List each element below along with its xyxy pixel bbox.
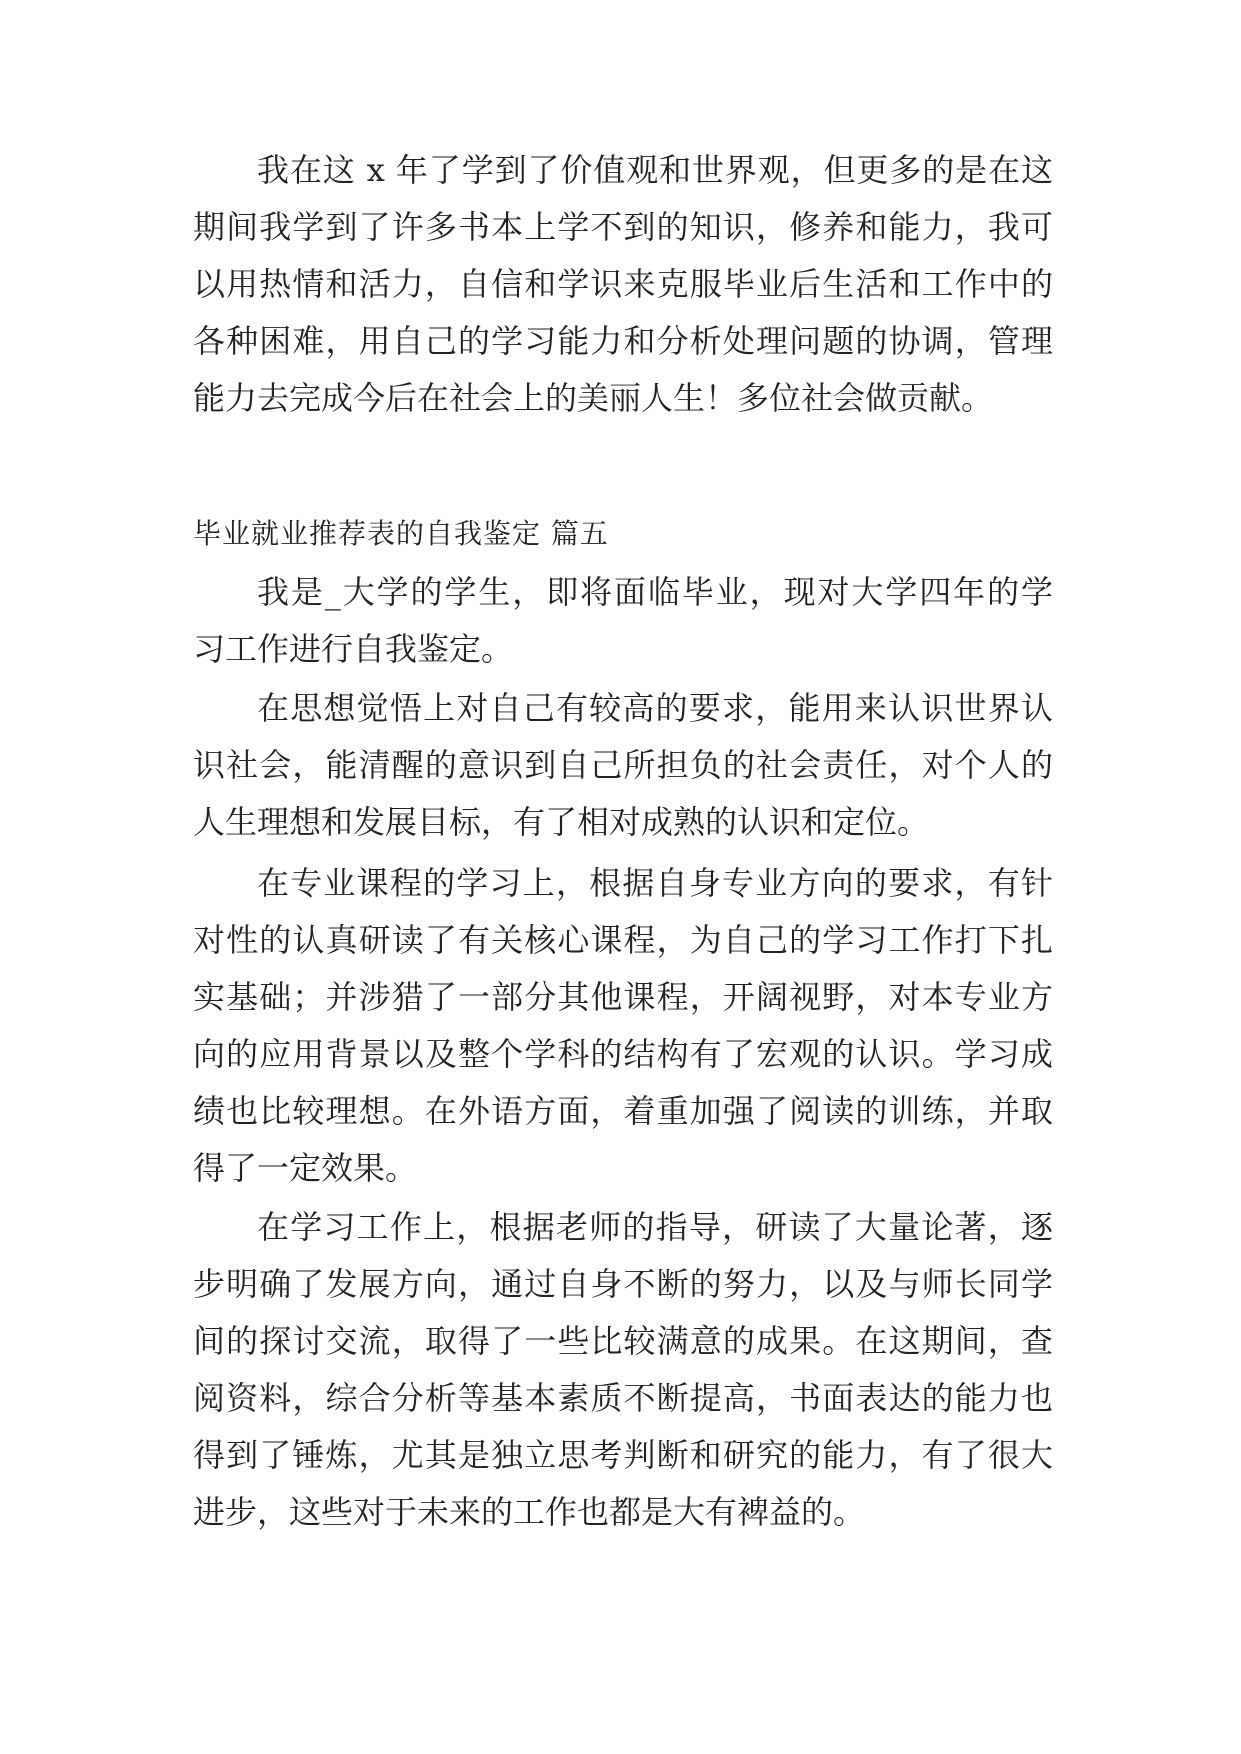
paragraph-1-line-4: 各种困难，用自己的学习能力和分析处理问题的协调，管理 xyxy=(193,322,1053,360)
paragraph-2-line-1: 我是_大学的学生，即将面临毕业，现对大学四年的学 xyxy=(257,573,1053,611)
paragraph-4-line-6: 得了一定效果。 xyxy=(193,1149,418,1187)
paragraph-4-line-4: 向的应用背景以及整个学科的结构有了宏观的认识。学习成 xyxy=(193,1035,1053,1073)
paragraph-5-line-5: 得到了锤炼，尤其是独立思考判断和研究的能力，有了很大 xyxy=(193,1436,1053,1474)
paragraph-4-line-5: 绩也比较理想。在外语方面，着重加强了阅读的训练，并取 xyxy=(193,1092,1053,1130)
paragraph-4-line-2: 对性的认真研读了有关核心课程，为自己的学习工作打下扎 xyxy=(193,921,1053,959)
paragraph-4-line-1: 在专业课程的学习上，根据自身专业方向的要求，有针 xyxy=(257,864,1053,902)
paragraph-4-line-3: 实基础；并涉猎了一部分其他课程，开阔视野，对本专业方 xyxy=(193,978,1053,1016)
paragraph-5-line-4: 阅资料，综合分析等基本素质不断提高，书面表达的能力也 xyxy=(193,1379,1053,1417)
paragraph-1-line-2: 期间我学到了许多书本上学不到的知识，修养和能力，我可 xyxy=(193,208,1053,246)
paragraph-1-line-1: 我在这 x 年了学到了价值观和世界观，但更多的是在这 xyxy=(257,151,1053,189)
paragraph-3-line-3: 人生理想和发展目标，有了相对成熟的认识和定位。 xyxy=(193,803,930,841)
paragraph-3-line-2: 识社会，能清醒的意识到自己所担负的社会责任，对个人的 xyxy=(193,746,1053,784)
paragraph-5-line-1: 在学习工作上，根据老师的指导，研读了大量论著，逐 xyxy=(257,1208,1053,1246)
paragraph-5-line-3: 间的探讨交流，取得了一些比较满意的成果。在这期间，查 xyxy=(193,1322,1053,1360)
paragraph-2-line-2: 习工作进行自我鉴定。 xyxy=(193,630,514,668)
paragraph-1-line-5: 能力去完成今后在社会上的美丽人生！多位社会做贡献。 xyxy=(193,379,994,417)
paragraph-3-line-1: 在思想觉悟上对自己有较高的要求，能用来认识世界认 xyxy=(257,689,1053,727)
paragraph-5-line-2: 步明确了发展方向，通过自身不断的努力，以及与师长同学 xyxy=(193,1265,1053,1303)
paragraph-1-line-3: 以用热情和活力，自信和学识来克服毕业后生活和工作中的 xyxy=(193,265,1053,303)
section-heading: 毕业就业推荐表的自我鉴定 篇五 xyxy=(193,517,609,550)
paragraph-5-line-6: 进步，这些对于未来的工作也都是大有裨益的。 xyxy=(193,1493,866,1531)
